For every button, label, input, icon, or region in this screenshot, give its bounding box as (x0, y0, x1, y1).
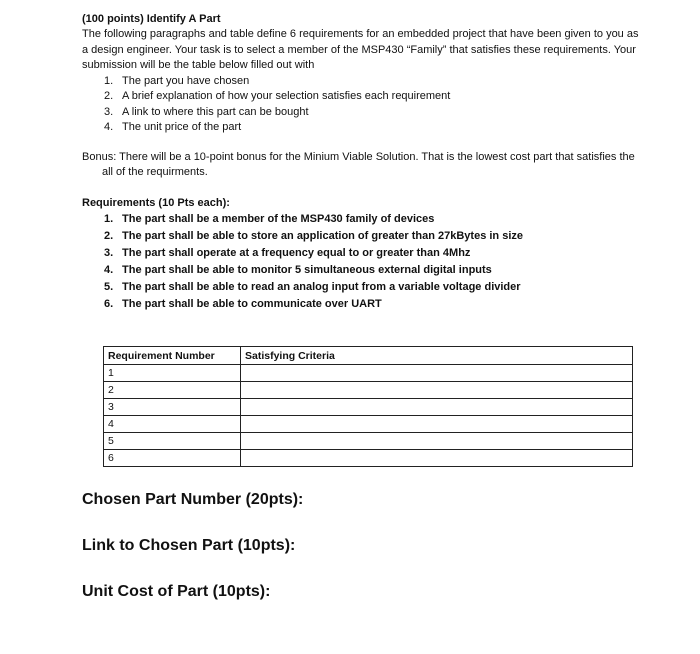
assignment-title: (100 points) Identify A Part (82, 13, 221, 25)
list-item: 1. The part shall be a member of the MSP430 family of devices (104, 212, 435, 225)
table-row (104, 416, 633, 433)
document (82, 12, 642, 600)
deliverables-list (82, 74, 642, 136)
table-row (104, 399, 633, 416)
satisfying-criteria-cell[interactable] (241, 450, 633, 467)
chosen-part-heading: Chosen Part Number (20pts): (82, 491, 304, 508)
satisfying-criteria-cell[interactable] (241, 382, 633, 399)
list-item: 6. The part shall be able to communicate over UART (104, 297, 382, 310)
table-row (104, 450, 633, 467)
requirement-number-cell: 4 (104, 416, 241, 433)
list-item: 4. The part shall be able to monitor 5 simultaneous external digital inputs (104, 263, 492, 276)
column-header-requirement-number: Requirement Number (104, 347, 241, 365)
link-heading: Link to Chosen Part (10pts): (82, 537, 296, 554)
list-item: 3. The part shall operate at a frequency equal to or greater than 4Mhz (104, 246, 471, 259)
satisfying-criteria-cell[interactable] (241, 416, 633, 433)
requirement-number-cell: 2 (104, 382, 241, 399)
table-row (104, 365, 633, 382)
table-header-row (104, 347, 633, 365)
bonus-paragraph: Bonus: There will be a 10-point bonus for the Minium Viable Solution. That is the lowest cost part that satisfies the all of the requirments. (82, 150, 635, 178)
unit-cost-heading: Unit Cost of Part (10pts): (82, 583, 271, 600)
list-item: 5. The part shall be able to read an analog input from a variable voltage divider (104, 280, 521, 293)
table-row (104, 382, 633, 399)
requirement-number-cell: 5 (104, 433, 241, 450)
requirements-heading: Requirements (10 Pts each): (82, 196, 230, 209)
satisfying-criteria-cell[interactable] (241, 365, 633, 382)
list-item: 2. A brief explanation of how your selection satisfies each requirement (104, 90, 451, 102)
list-item: 1. The part you have chosen (104, 74, 250, 87)
column-header-satisfying-criteria: Satisfying Criteria (241, 347, 633, 365)
requirement-number-cell: 3 (104, 399, 241, 416)
list-item: 4. The unit price of the part (104, 121, 242, 133)
requirements-table (103, 346, 633, 467)
intro-paragraph: The following paragraphs and table define 6 requirements for an embedded project that have been given to you as a design engineer. Your task is to select a member of the MSP430 “Family” that satisfies these requirements. Your submission will be the table below filled out with (82, 28, 639, 71)
list-item: 3. A link to where this part can be bought (104, 105, 309, 118)
list-item: 2. The part shall be able to store an application of greater than 27kBytes in size (104, 229, 523, 242)
requirements-list (82, 211, 642, 313)
table-row (104, 433, 633, 450)
satisfying-criteria-cell[interactable] (241, 433, 633, 450)
requirement-number-cell: 1 (104, 365, 241, 382)
requirement-number-cell: 6 (104, 450, 241, 467)
satisfying-criteria-cell[interactable] (241, 399, 633, 416)
